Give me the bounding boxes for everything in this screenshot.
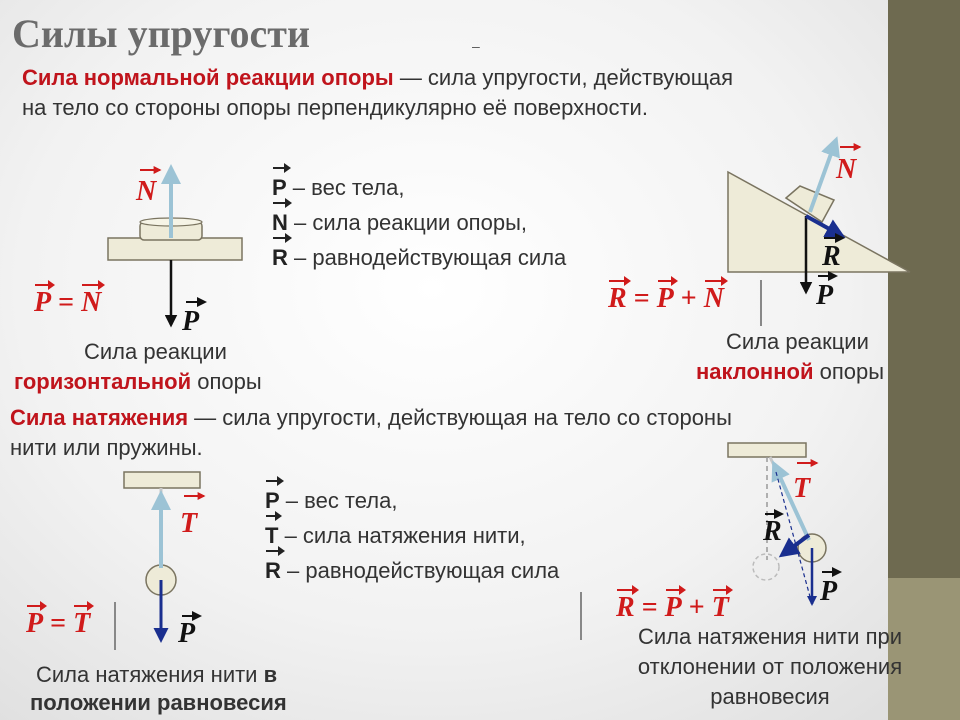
legend-text: – равнодействующая сила bbox=[287, 245, 567, 270]
legend-text: – сила натяжения нити, bbox=[278, 523, 526, 548]
formula-vector: P bbox=[656, 283, 674, 314]
incline-support-diagram bbox=[728, 140, 910, 311]
legend-symbol-r: R bbox=[272, 240, 288, 275]
legend-text: – вес тела, bbox=[286, 175, 405, 200]
caption-incline-rest: опоры bbox=[813, 359, 885, 384]
tension-def-line2: нити или пружины. bbox=[10, 435, 203, 460]
label-p: P bbox=[178, 618, 196, 649]
label-r: R bbox=[763, 516, 782, 547]
tension-equilibrium-diagram bbox=[124, 472, 204, 649]
caption-incline-line1: Сила реакции bbox=[726, 329, 869, 354]
legend-symbol-p: P bbox=[265, 483, 280, 518]
label-t: T bbox=[180, 508, 198, 539]
slide-title: Силы упругости bbox=[12, 11, 310, 56]
formula-operator: = bbox=[50, 608, 67, 639]
caption-tension-line2: положении равновесия bbox=[30, 690, 287, 715]
formula-operator: = bbox=[641, 592, 658, 623]
legend-symbol-n: N bbox=[272, 205, 288, 240]
caption-horizontal-rest: опоры bbox=[191, 369, 262, 394]
normal-reaction-def-rest: — сила упругости, действующая bbox=[393, 65, 734, 90]
formula-vector: N bbox=[703, 283, 724, 314]
label-p: P bbox=[816, 280, 834, 311]
label-r: R bbox=[822, 241, 841, 272]
formula-vector: P bbox=[664, 592, 682, 623]
label-n: N bbox=[136, 176, 157, 207]
label-p: P bbox=[182, 306, 200, 337]
legend-symbol-r: R bbox=[265, 553, 281, 588]
legend-symbol-t: T bbox=[265, 518, 278, 553]
caption-tension-pre: Сила натяжения нити bbox=[36, 662, 264, 687]
formula-operator: = bbox=[58, 287, 75, 318]
caption-deflected-line1: Сила натяжения нити при bbox=[637, 624, 903, 649]
deflected-pendulum-diagram bbox=[728, 443, 840, 607]
equilibrium-ball-ghost bbox=[753, 554, 779, 580]
formula-vector: T bbox=[73, 608, 91, 639]
formula-vector: N bbox=[81, 287, 102, 318]
label-p: P bbox=[820, 576, 838, 607]
legend-text: – сила реакции опоры, bbox=[287, 210, 527, 235]
caption-horizontal-bold: горизонтальной bbox=[14, 369, 192, 394]
formula-vector: P bbox=[34, 287, 52, 318]
normal-reaction-def-line2: на тело со стороны опоры перпендикулярно её поверхности. bbox=[22, 95, 648, 120]
formula-vector: T bbox=[711, 592, 729, 623]
horizontal-support-diagram bbox=[108, 168, 242, 337]
legend-text: – равнодействующая сила bbox=[280, 558, 560, 583]
normal-reaction-term: Сила нормальной реакции опоры bbox=[22, 65, 394, 90]
legend-text: – вес тела, bbox=[279, 488, 398, 513]
title-dash: – bbox=[472, 38, 480, 54]
formula-vector: R bbox=[616, 592, 635, 623]
tension-def-rest: — сила упругости, действующая на тело со стороны bbox=[188, 405, 732, 430]
formula-operator: = bbox=[633, 283, 650, 314]
label-t: T bbox=[793, 473, 811, 504]
formula-vector: R bbox=[608, 283, 627, 314]
ceiling-support bbox=[728, 443, 806, 457]
formula-vector: P bbox=[26, 608, 44, 639]
legend-symbol-p: P bbox=[272, 170, 287, 205]
horizontal-support-plank bbox=[108, 238, 242, 260]
caption-tension-bold1: в bbox=[263, 662, 278, 687]
caption-deflected-line3: равновесия bbox=[710, 684, 830, 709]
ceiling-support bbox=[124, 472, 200, 488]
caption-incline-bold: наклонной bbox=[696, 359, 814, 384]
tension-term: Сила натяжения bbox=[10, 405, 189, 430]
caption-horizontal-line1: Сила реакции bbox=[84, 339, 227, 364]
formula-operator: + bbox=[680, 283, 697, 314]
caption-deflected-line2: отклонении от положения bbox=[637, 654, 903, 679]
label-n: N bbox=[836, 154, 857, 185]
formula-operator: + bbox=[688, 592, 705, 623]
